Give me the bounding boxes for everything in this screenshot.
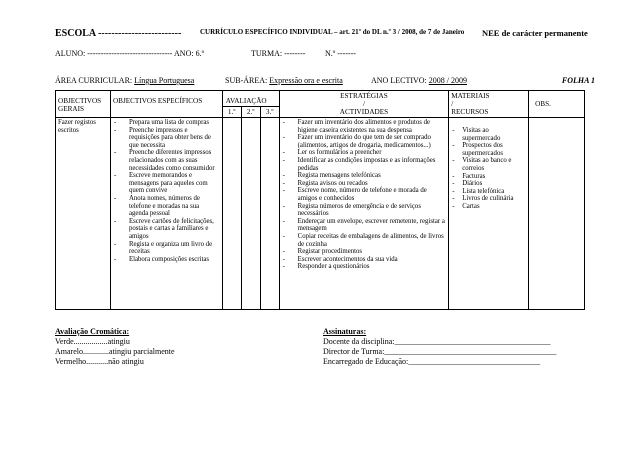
especifico-item: - Preenche diferentes impressos relacionados com as suas necessidades como consumidor	[113, 149, 220, 172]
header-estrategias	[279, 91, 449, 118]
header-avaliacao: AVALIAÇÃO	[222, 91, 279, 107]
assinaturas	[323, 327, 556, 367]
especifico-item: - Anota nomes, números de telefone e moradas na sua agenda pessoal	[113, 195, 220, 218]
legend-vermelho: Vermelho...........não atingiu	[55, 357, 144, 366]
especifico-item: - Escreve memorandos e mensagens para aqueles com quem convive	[113, 172, 220, 195]
nee-label: NEE de carácter permanente	[482, 28, 588, 38]
especificos-list	[113, 119, 220, 263]
actividades-list	[282, 119, 447, 271]
actividade-item: - Fazer um inventário do que tem de ser comprado (alimentos, artigos de drogaria, medicamentos...)	[282, 134, 447, 149]
aluno-row	[55, 49, 595, 61]
materiais-label: MATERIAIS	[451, 92, 490, 100]
obs-cell	[529, 118, 585, 310]
especifico-item: - Prepara uma lista de compras	[113, 119, 220, 127]
recursos-cell	[449, 118, 529, 310]
recurso-item: - Diários	[451, 180, 526, 188]
area-value: Língua Portuguesa	[134, 76, 195, 85]
actividades-cell	[279, 118, 449, 310]
aluno-field: ALUNO: -------------------------------- ANO: 6.º	[55, 49, 205, 58]
aval-3-cell	[260, 118, 279, 310]
recurso-item: - Visitas ao banco e correios	[451, 157, 526, 172]
folha-label: FOLHA 1	[561, 76, 595, 85]
actividade-item: - Fazer um inventário dos alimentos e produtos de higiene caseira existentes na sua despensa	[282, 119, 447, 134]
ano-label: ANO LECTIVO:	[371, 76, 427, 85]
header-aval-1: 1.º	[222, 107, 241, 118]
curriculum-table	[55, 90, 585, 310]
recursos-label: RECURSOS	[451, 108, 489, 116]
legend-verde: Verde.................atingiu	[55, 337, 130, 346]
estrategias-slash: /	[362, 100, 365, 108]
recurso-item: - Visitas ao supermercado	[451, 127, 526, 142]
actividade-item: - Regista mensagens telefónicas	[282, 172, 447, 180]
especifico-item: - Elabora composições escritas	[113, 256, 220, 264]
recurso-item: - Facturas	[451, 173, 526, 181]
aval-2-cell	[241, 118, 260, 310]
actividade-item: - Responder a questionários	[282, 263, 447, 271]
actividade-item: - Endereçar um envelope, escrever remetente, registar a mensagem	[282, 218, 447, 233]
sig-director: Director de Turma:___________________________________________	[323, 347, 557, 356]
actividade-item: - Escreve nome, número de telefone e morada de amigos e conhecidos	[282, 187, 447, 202]
recursos-list	[451, 127, 526, 211]
subarea-label: SUB-ÁREA:	[225, 76, 268, 85]
avaliacao-cromatica	[55, 327, 175, 367]
actividades-label: ACTIVIDADES	[339, 108, 389, 116]
especifico-item: - Preenche impressos e requisições para obter bens de que necessita	[113, 127, 220, 150]
actividade-item: - Identificar as condições impostas e as informações pedidas	[282, 157, 447, 172]
recurso-item: - Lista telefónica	[451, 188, 526, 196]
actividade-item: - Ler os formulários a preencher	[282, 149, 447, 157]
escola-label: ESCOLA -------------------------	[55, 28, 182, 39]
area-label: ÁREA CURRICULAR:	[55, 76, 133, 85]
aval-1-cell	[222, 118, 241, 310]
especificos-cell	[110, 118, 222, 310]
numero-field: N.º -------	[325, 49, 356, 58]
actividade-item: - Regista avisos ou recados	[282, 180, 447, 188]
area-curricular	[55, 76, 194, 85]
recurso-item: - Livros de culinária	[451, 195, 526, 203]
recurso-item: - Cartas	[451, 203, 526, 211]
legend-amarelo: Amarelo.............atingiu parcialmente	[55, 347, 175, 356]
header-materiais	[449, 91, 529, 118]
header-obj-especificos: OBJECTIVOS ESPECÍFICOS	[110, 91, 222, 118]
actividade-item: - Regista números de emergência e de serviços necessários	[282, 203, 447, 218]
recurso-item: - Prospectos dos supermercados	[451, 142, 526, 157]
actividade-item: - Copiar receitas de embalagens de alimentos, de livros de cozinha	[282, 233, 447, 248]
turma-field: TURMA: --------	[251, 49, 306, 58]
especifico-item: - Regista e organiza um livro de receitas	[113, 241, 220, 256]
subarea-value: Expressão ora e escrita	[269, 76, 343, 85]
header-aval-2: 2.º	[241, 107, 260, 118]
ano-lectivo	[371, 76, 467, 85]
actividade-item: - Escrever acontecimentos da sua vida	[282, 256, 447, 264]
materiais-slash: /	[451, 100, 454, 108]
title-row	[55, 28, 595, 40]
obj-geral-cell: Fazer registos escritos	[56, 118, 111, 310]
sub-area	[225, 76, 343, 85]
ano-value: 2008 / 2009	[428, 76, 468, 85]
sig-encarregado: Encarregado de Educação:_________________________________	[323, 357, 541, 366]
estrategias-label: ESTRATÉGIAS	[340, 92, 388, 100]
avaliacao-title: Avaliação Cromática:	[55, 327, 130, 336]
assinaturas-title: Assinaturas:	[323, 327, 367, 336]
header-obs: OBS.	[529, 91, 585, 118]
header-obj-gerais: OBJECTIVOS GERAIS	[56, 91, 111, 118]
header-aval-3: 3.º	[260, 107, 279, 118]
area-row	[55, 76, 595, 88]
especifico-item: - Escreve cartões de felicitações, postais e cartas a familiares e amigos	[113, 218, 220, 241]
actividade-item: - Registar procedimentos	[282, 248, 447, 256]
sig-docente: Docente da disciplina:_______________________________________	[323, 337, 551, 346]
curriculo-title: CURRÍCULO ESPECÍFICO INDIVIDUAL – art. 21º do DL n.º 3 / 2008, de 7 de Janeiro	[200, 28, 465, 36]
